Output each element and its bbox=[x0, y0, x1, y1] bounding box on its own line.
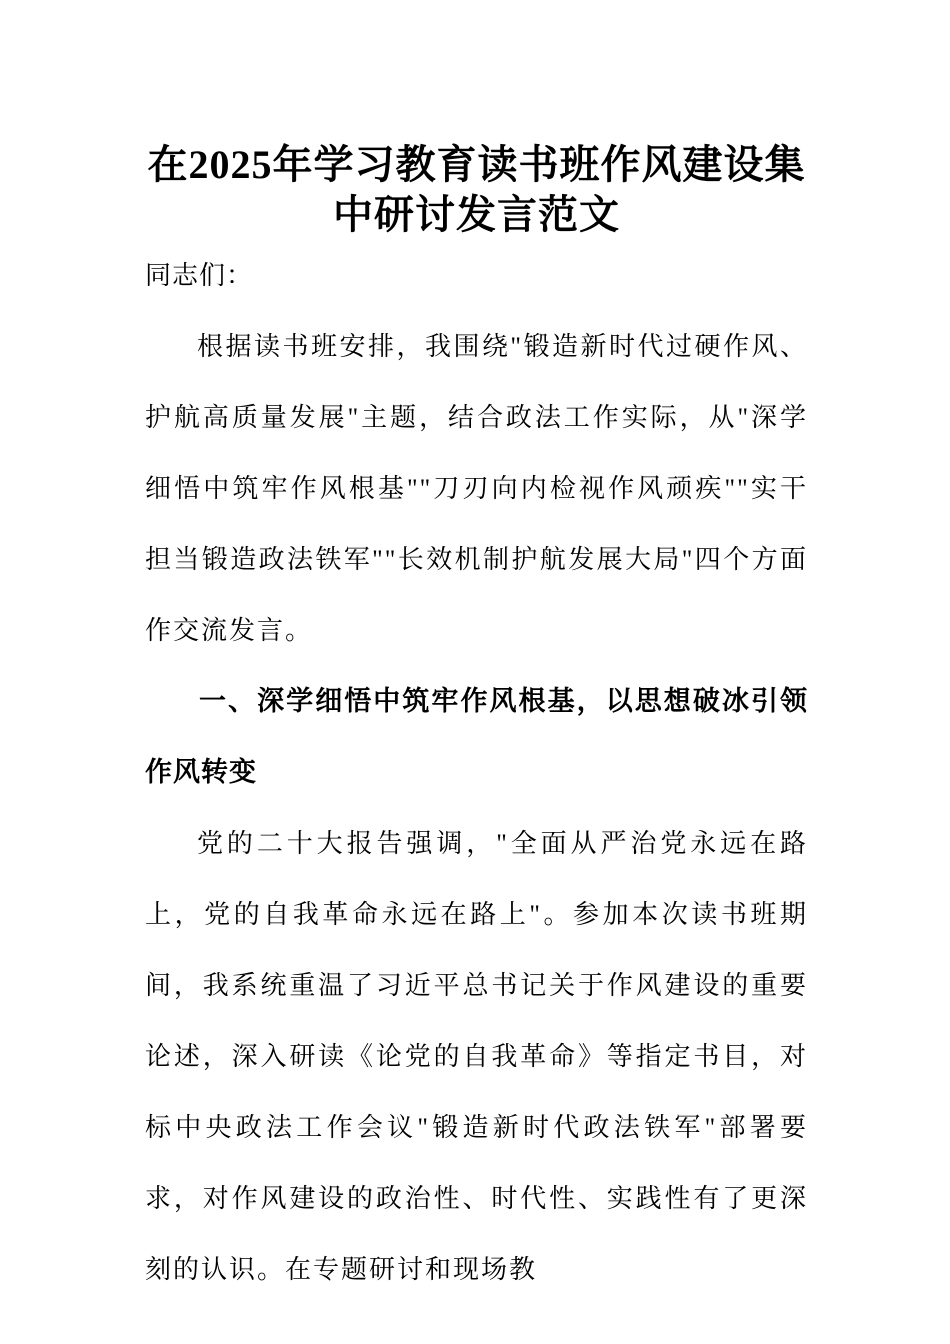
section-1-heading: 一、深学细悟中筑牢作风根基，以思想破冰引领作风转变 bbox=[145, 686, 808, 787]
intro-paragraph: 根据读书班安排，我围绕"锻造新时代过硬作风、护航高质量发展"主题，结合政法工作实际，从"深学细悟中筑牢作风根基""刀刃向内检视作风顽疾""实干担当锻造政法铁军""长效机制护航发展大局"四个方面作交流发言。 bbox=[145, 332, 808, 645]
salutation: 同志们： bbox=[145, 261, 254, 290]
document-title: 在2025年学习教育读书班作风建设集中研讨发言范文 bbox=[147, 142, 806, 237]
section-1-paragraph: 党的二十大报告强调，"全面从严治党永远在路上，党的自我革命永远在路上"。参加本次读书班期间，我系统重温了习近平总书记关于作风建设的重要论述，深入研读《论党的自我革命》等指定书目，对标中央政法工作会议"锻造新时代政法铁军"部署要求，对作风建设的政治性、时代性、实践性有了更深刻的认识。在专题研讨和现场教 bbox=[145, 829, 808, 1284]
